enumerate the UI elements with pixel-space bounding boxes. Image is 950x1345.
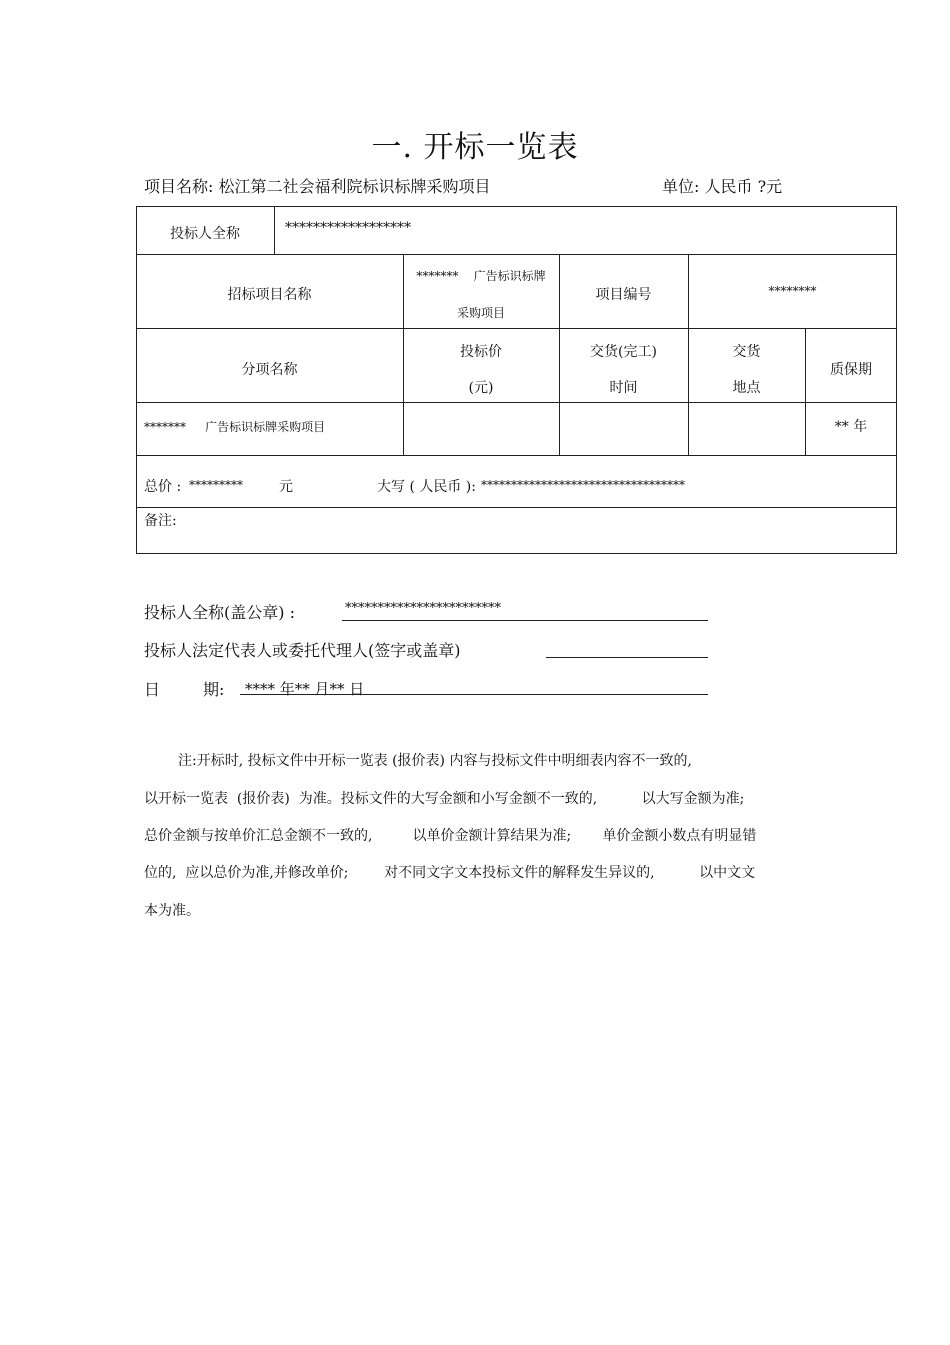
- date-label-2: 期:: [203, 680, 225, 699]
- signature-line: [546, 657, 708, 658]
- tender-item-name: 广告标识标牌: [473, 269, 546, 283]
- row-warranty: ** 年: [834, 419, 868, 435]
- date-label-1: 日: [144, 680, 161, 699]
- project-no-label: 项目编号: [595, 287, 652, 303]
- row-divider: [136, 455, 897, 456]
- note-line-2: 以开标一览表 (报价表) 为准。投标文件的大写金额和小写金额不一致的, 以大写金额为准;: [144, 791, 745, 807]
- sub-item-label: 分项名称: [241, 362, 298, 378]
- tender-item-line1: [403, 267, 559, 284]
- project-label: 项目名称:: [144, 177, 214, 196]
- note-line-4: 位的, 应以总价为准,并修改单价; 对不同文字文本投标文件的解释发生异议的, 以中文文: [144, 865, 756, 881]
- date-value: **** 年** 月** 日: [245, 680, 365, 698]
- total-unit: 元: [279, 479, 293, 495]
- capital-value: **********************************: [481, 478, 685, 492]
- tender-item-prefix: *******: [416, 269, 459, 283]
- project-no-value: ********: [768, 284, 817, 298]
- delivery-place-2: 地点: [732, 380, 761, 396]
- capital-label: 大写 ( 人民币 ):: [377, 479, 476, 495]
- signature-line: [342, 620, 708, 621]
- row-item: [144, 418, 325, 435]
- warranty-label: 质保期: [830, 362, 872, 378]
- rep-label: 投标人法定代表人或委托代理人(签字或盖章): [144, 641, 461, 660]
- signature-line: [240, 694, 708, 695]
- project-name: 松江第二社会福利院标识标牌采购项目: [218, 177, 491, 196]
- unit-value: 人民币 ?元: [704, 177, 783, 196]
- bidder-full-value: ************************: [345, 601, 501, 616]
- page-title: 一. 开标一览表: [371, 130, 579, 165]
- bidder-value: ******************: [285, 220, 411, 236]
- total-label: 总价 :: [144, 479, 182, 495]
- bidder-label: 投标人全称: [170, 226, 240, 242]
- col-divider: [274, 206, 275, 254]
- row-divider: [136, 402, 897, 403]
- delivery-time-2: 时间: [609, 380, 638, 396]
- delivery-time-1: 交货(完工): [590, 344, 657, 360]
- bidder-full-label: 投标人全称(盖公章) :: [144, 603, 295, 622]
- note-line-5: 本为准。: [144, 903, 200, 919]
- tender-item-line2: 采购项目: [456, 306, 505, 320]
- tender-item-label: 招标项目名称: [227, 287, 312, 303]
- row-item-name: 广告标识标牌采购项目: [205, 420, 326, 434]
- note-line-3: 总价金额与按单价汇总金额不一致的, 以单价金额计算结果为准; 单价金额小数点有明显错: [144, 828, 757, 844]
- price-label-1: 投标价: [460, 344, 502, 360]
- unit-line: [662, 174, 782, 197]
- unit-label: 单位:: [662, 177, 700, 196]
- row-divider: [136, 328, 897, 329]
- note-line-1: 注:开标时, 投标文件中开标一览表 (报价表) 内容与投标文件中明细表内容不一致的,: [178, 753, 692, 769]
- project-name-line: [144, 174, 491, 197]
- price-label-2: (元): [468, 380, 494, 396]
- row-divider: [136, 507, 897, 508]
- delivery-place-1: 交货: [732, 344, 761, 360]
- row-prefix: *******: [144, 420, 186, 434]
- remark-label: 备注:: [144, 513, 177, 529]
- row-divider: [136, 254, 897, 255]
- total-value: *********: [189, 478, 243, 492]
